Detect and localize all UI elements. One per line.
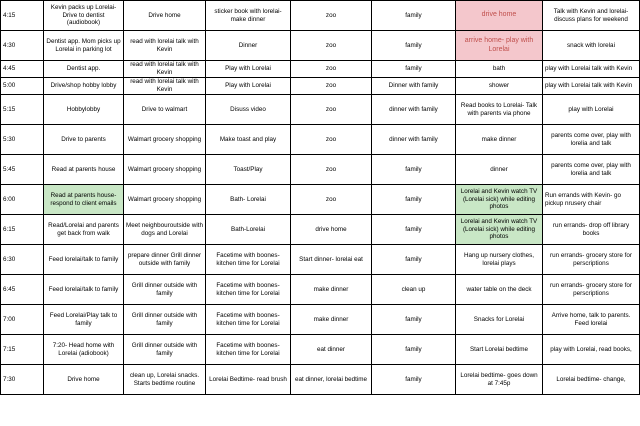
schedule-cell: eat dinner, lorelai bedtime xyxy=(291,365,372,395)
schedule-cell: read with lorelai talk with Kevin xyxy=(124,78,206,95)
table-row xyxy=(1,275,640,305)
schedule-cell: family xyxy=(372,61,456,78)
time-cell: 5:30 xyxy=(1,125,44,155)
schedule-cell: Drive to walmart xyxy=(124,95,206,125)
schedule-cell: Feed lorelai/talk to family xyxy=(44,275,124,305)
schedule-cell: play with Lorelai xyxy=(543,95,640,125)
time-cell: 7:15 xyxy=(1,335,44,365)
schedule-cell: zoo xyxy=(291,95,372,125)
schedule-cell: read with lorelai talk with Kevin xyxy=(124,31,206,61)
schedule-cell: dinner with family xyxy=(372,125,456,155)
schedule-cell: Start dinner- lorelai eat xyxy=(291,245,372,275)
table-row xyxy=(1,365,640,395)
table-row xyxy=(1,245,640,275)
schedule-cell: eat dinner xyxy=(291,335,372,365)
schedule-cell: Play with Lorelai xyxy=(206,78,291,95)
schedule-cell: run errands- grocery store for perscriptions xyxy=(543,275,640,305)
schedule-cell: Grill dinner outside with family xyxy=(124,335,206,365)
schedule-cell: Grill dinner outside with family xyxy=(124,305,206,335)
schedule-cell: Facetime with boones- kitchen time for Lorelai xyxy=(206,275,291,305)
time-cell: 5:15 xyxy=(1,95,44,125)
schedule-cell: Lorelai bedtime- change, xyxy=(543,365,640,395)
schedule-cell: make dinner xyxy=(291,305,372,335)
time-cell: 5:45 xyxy=(1,155,44,185)
time-cell: 5:00 xyxy=(1,78,44,95)
schedule-cell: Drive home xyxy=(44,365,124,395)
schedule-cell: Lorelai Bedtime- read brush xyxy=(206,365,291,395)
schedule-cell: bath xyxy=(456,61,543,78)
schedule-cell: family xyxy=(372,245,456,275)
schedule-cell: Meet neighbouroutside with dogs and Lorelai xyxy=(124,215,206,245)
schedule-cell: make dinner xyxy=(291,275,372,305)
schedule-cell: dinner with family xyxy=(372,95,456,125)
schedule-cell: Toast/Play xyxy=(206,155,291,185)
schedule-cell: family xyxy=(372,215,456,245)
schedule-cell: Feed Lorelai/Play talk to family xyxy=(44,305,124,335)
schedule-cell: zoo xyxy=(291,155,372,185)
schedule-cell: Play with Lorelai xyxy=(206,61,291,78)
table-row xyxy=(1,1,640,31)
schedule-cell: shower xyxy=(456,78,543,95)
table-row xyxy=(1,155,640,185)
schedule-cell: Grill dinner outside with family xyxy=(124,275,206,305)
schedule-cell: Start Lorelai bedtime xyxy=(456,335,543,365)
schedule-cell: arrive home- play with Lorelai xyxy=(456,31,543,61)
schedule-cell: 7:20- Head home with Lorelai (adiobook) xyxy=(44,335,124,365)
schedule-cell: drive home xyxy=(291,215,372,245)
schedule-cell: Walmart grocery shopping xyxy=(124,125,206,155)
time-cell: 6:15 xyxy=(1,215,44,245)
schedule-cell: drive home xyxy=(456,1,543,31)
table-row xyxy=(1,95,640,125)
schedule-cell: Talk with Kevin and lorelai- discuss plans for weekend xyxy=(543,1,640,31)
schedule-cell: play with Lorelai, read books, xyxy=(543,335,640,365)
schedule-cell: Facetime with boones- kitchen time for Lorelai xyxy=(206,245,291,275)
schedule-cell: Read books to Lorelai- Talk with parents via phone xyxy=(456,95,543,125)
schedule-cell: dinner xyxy=(456,155,543,185)
schedule-cell: parents come over, play with lorelia and talk xyxy=(543,155,640,185)
schedule-cell: play with Lorelai talk with Kevin xyxy=(543,78,640,95)
schedule-cell: Hobbylobby xyxy=(44,95,124,125)
time-cell: 6:30 xyxy=(1,245,44,275)
table-row xyxy=(1,61,640,78)
schedule-cell: Bath-Lorelai xyxy=(206,215,291,245)
time-cell: 7:00 xyxy=(1,305,44,335)
schedule-cell: zoo xyxy=(291,78,372,95)
schedule-cell: Run errands with Kevin- go pickup nrusery chair xyxy=(543,185,640,215)
schedule-cell: prepare dinner Grill dinner outside with family xyxy=(124,245,206,275)
schedule-cell: Dinner with family xyxy=(372,78,456,95)
schedule-cell: sticker book with lorelai- make dinner xyxy=(206,1,291,31)
schedule-cell: Lorelai and Kevin watch TV (Lorelai sick) while editing photos xyxy=(456,215,543,245)
schedule-cell: Facetime with boones- kitchen time for Lorelai xyxy=(206,335,291,365)
schedule-cell: family xyxy=(372,305,456,335)
schedule-cell: Walmart grocery shopping xyxy=(124,185,206,215)
table-row xyxy=(1,335,640,365)
time-cell: 4:30 xyxy=(1,31,44,61)
schedule-cell: Lorelai and Kevin watch TV (Lorelai sick) while editing photos xyxy=(456,185,543,215)
schedule-cell: play with Lorelai talk with Kevin xyxy=(543,61,640,78)
schedule-cell: Walmart grocery shopping xyxy=(124,155,206,185)
schedule-cell: Hang up nursery clothes, lorelai plays xyxy=(456,245,543,275)
schedule-cell: zoo xyxy=(291,125,372,155)
schedule-cell: Kevin packs up Lorelai- Drive to dentist (audiobook) xyxy=(44,1,124,31)
schedule-cell: Snacks for Lorelai xyxy=(456,305,543,335)
table-row xyxy=(1,125,640,155)
schedule-cell: family xyxy=(372,155,456,185)
table-row xyxy=(1,305,640,335)
schedule-cell: make dinner xyxy=(456,125,543,155)
schedule-cell: clean up xyxy=(372,275,456,305)
schedule-cell: Dentist app. xyxy=(44,61,124,78)
time-cell: 6:00 xyxy=(1,185,44,215)
table-row xyxy=(1,215,640,245)
schedule-cell: run errands- grocery store for perscriptions xyxy=(543,245,640,275)
schedule-cell: family xyxy=(372,31,456,61)
schedule-cell: zoo xyxy=(291,185,372,215)
schedule-cell: Bath- Lorelai xyxy=(206,185,291,215)
schedule-cell: Arrive home, talk to parents. Feed lorelai xyxy=(543,305,640,335)
schedule-cell: Dinner xyxy=(206,31,291,61)
schedule-cell: water table on the deck xyxy=(456,275,543,305)
schedule-cell: family xyxy=(372,365,456,395)
schedule-cell: snack with lorelai xyxy=(543,31,640,61)
schedule-cell: Dentist app. Mom picks up Lorelai in parking lot xyxy=(44,31,124,61)
schedule-cell: Feed lorelai/talk to family xyxy=(44,245,124,275)
schedule-cell: family xyxy=(372,335,456,365)
time-cell: 4:45 xyxy=(1,61,44,78)
time-cell: 4:15 xyxy=(1,1,44,31)
schedule-cell: run errands- drop off library books xyxy=(543,215,640,245)
schedule-cell: Drive to parents xyxy=(44,125,124,155)
schedule-cell: family xyxy=(372,1,456,31)
schedule-cell: Facetime with boones- kitchen time for Lorelai xyxy=(206,305,291,335)
table-row xyxy=(1,185,640,215)
schedule-cell: read with lorelai talk with Kevin xyxy=(124,61,206,78)
schedule-cell: zoo xyxy=(291,1,372,31)
schedule-cell: Read at parents house xyxy=(44,155,124,185)
schedule-cell: Make toast and play xyxy=(206,125,291,155)
table-row xyxy=(1,78,640,95)
time-cell: 6:45 xyxy=(1,275,44,305)
schedule-cell: Drive/shop hobby lobby xyxy=(44,78,124,95)
schedule-cell: clean up, Lorelai snacks. Starts bedtime routine xyxy=(124,365,206,395)
schedule-cell: Drive home xyxy=(124,1,206,31)
table-row xyxy=(1,31,640,61)
schedule-cell: Lorelai bedtime- goes down at 7:45p xyxy=(456,365,543,395)
time-cell: 7:30 xyxy=(1,365,44,395)
schedule-cell: parents come over, play with lorelia and talk xyxy=(543,125,640,155)
schedule-cell: Disuss video xyxy=(206,95,291,125)
schedule-cell: Read/Lorelai and parents get back from walk xyxy=(44,215,124,245)
schedule-cell: zoo xyxy=(291,31,372,61)
schedule-cell: zoo xyxy=(291,61,372,78)
schedule-cell: Read at parents house- respond to client emails xyxy=(44,185,124,215)
schedule-cell: family xyxy=(372,185,456,215)
